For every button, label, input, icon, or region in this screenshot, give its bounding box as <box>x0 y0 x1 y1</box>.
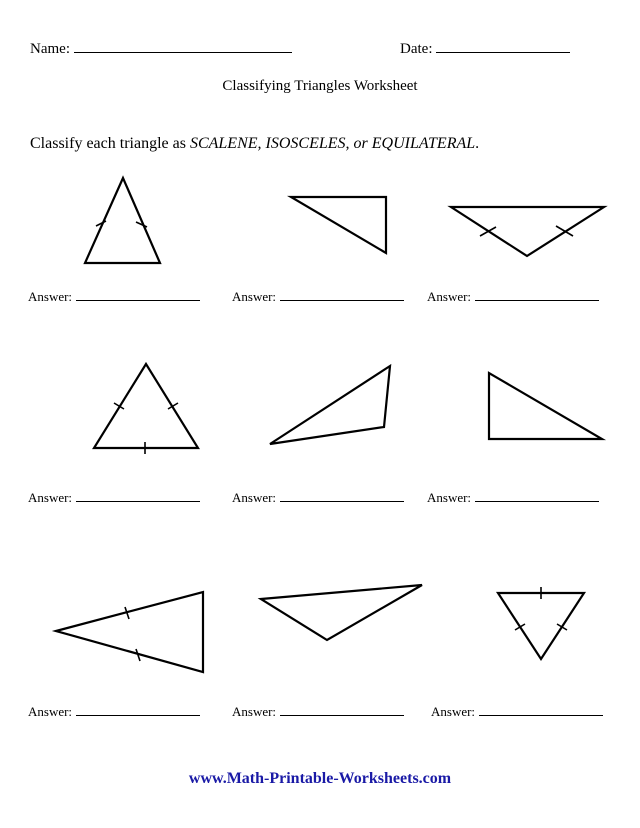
answer-7[interactable] <box>28 704 200 720</box>
answer-blank[interactable] <box>475 289 599 301</box>
answer-2[interactable] <box>232 289 404 305</box>
answer-label: Answer: <box>427 289 472 304</box>
answer-label: Answer: <box>232 289 277 304</box>
instructions-lead: Classify each triangle as <box>30 135 186 152</box>
triangle-4 <box>94 364 198 454</box>
triangle-2 <box>291 197 386 253</box>
instructions-end: . <box>475 135 480 152</box>
triangle-6 <box>489 373 602 439</box>
answer-5[interactable] <box>232 490 404 506</box>
answer-4[interactable] <box>28 490 200 506</box>
answer-1[interactable] <box>28 289 200 305</box>
answer-blank[interactable] <box>479 704 603 716</box>
answer-blank[interactable] <box>76 289 200 301</box>
answer-blank[interactable] <box>280 289 404 301</box>
triangle-1 <box>85 178 160 263</box>
answer-blank[interactable] <box>76 704 200 716</box>
triangle-7 <box>56 592 203 672</box>
answer-6[interactable] <box>427 490 599 506</box>
answer-blank[interactable] <box>280 704 404 716</box>
answer-label: Answer: <box>431 704 476 719</box>
name-label: Name: <box>30 41 70 57</box>
answer-label: Answer: <box>28 704 73 719</box>
answer-label: Answer: <box>28 289 73 304</box>
answer-9[interactable] <box>431 704 603 720</box>
triangle-9 <box>498 587 584 659</box>
answer-label: Answer: <box>28 490 73 505</box>
answer-label: Answer: <box>427 490 472 505</box>
answer-blank[interactable] <box>76 490 200 502</box>
triangle-3 <box>451 207 604 256</box>
answer-8[interactable] <box>232 704 404 720</box>
instructions-types: SCALENE, ISOSCELES, or EQUILATERAL <box>189 135 476 152</box>
answer-label: Answer: <box>232 490 277 505</box>
worksheet-title: Classifying Triangles Worksheet <box>222 78 418 94</box>
footer-website-link[interactable]: www.Math-Printable-Worksheets.com <box>188 770 452 787</box>
answer-blank[interactable] <box>475 490 599 502</box>
answer-label: Answer: <box>232 704 277 719</box>
triangle-8 <box>261 585 422 640</box>
answer-blank[interactable] <box>280 490 404 502</box>
answer-3[interactable] <box>427 289 599 305</box>
date-label: Date: <box>400 41 433 57</box>
triangle-5 <box>270 366 390 444</box>
